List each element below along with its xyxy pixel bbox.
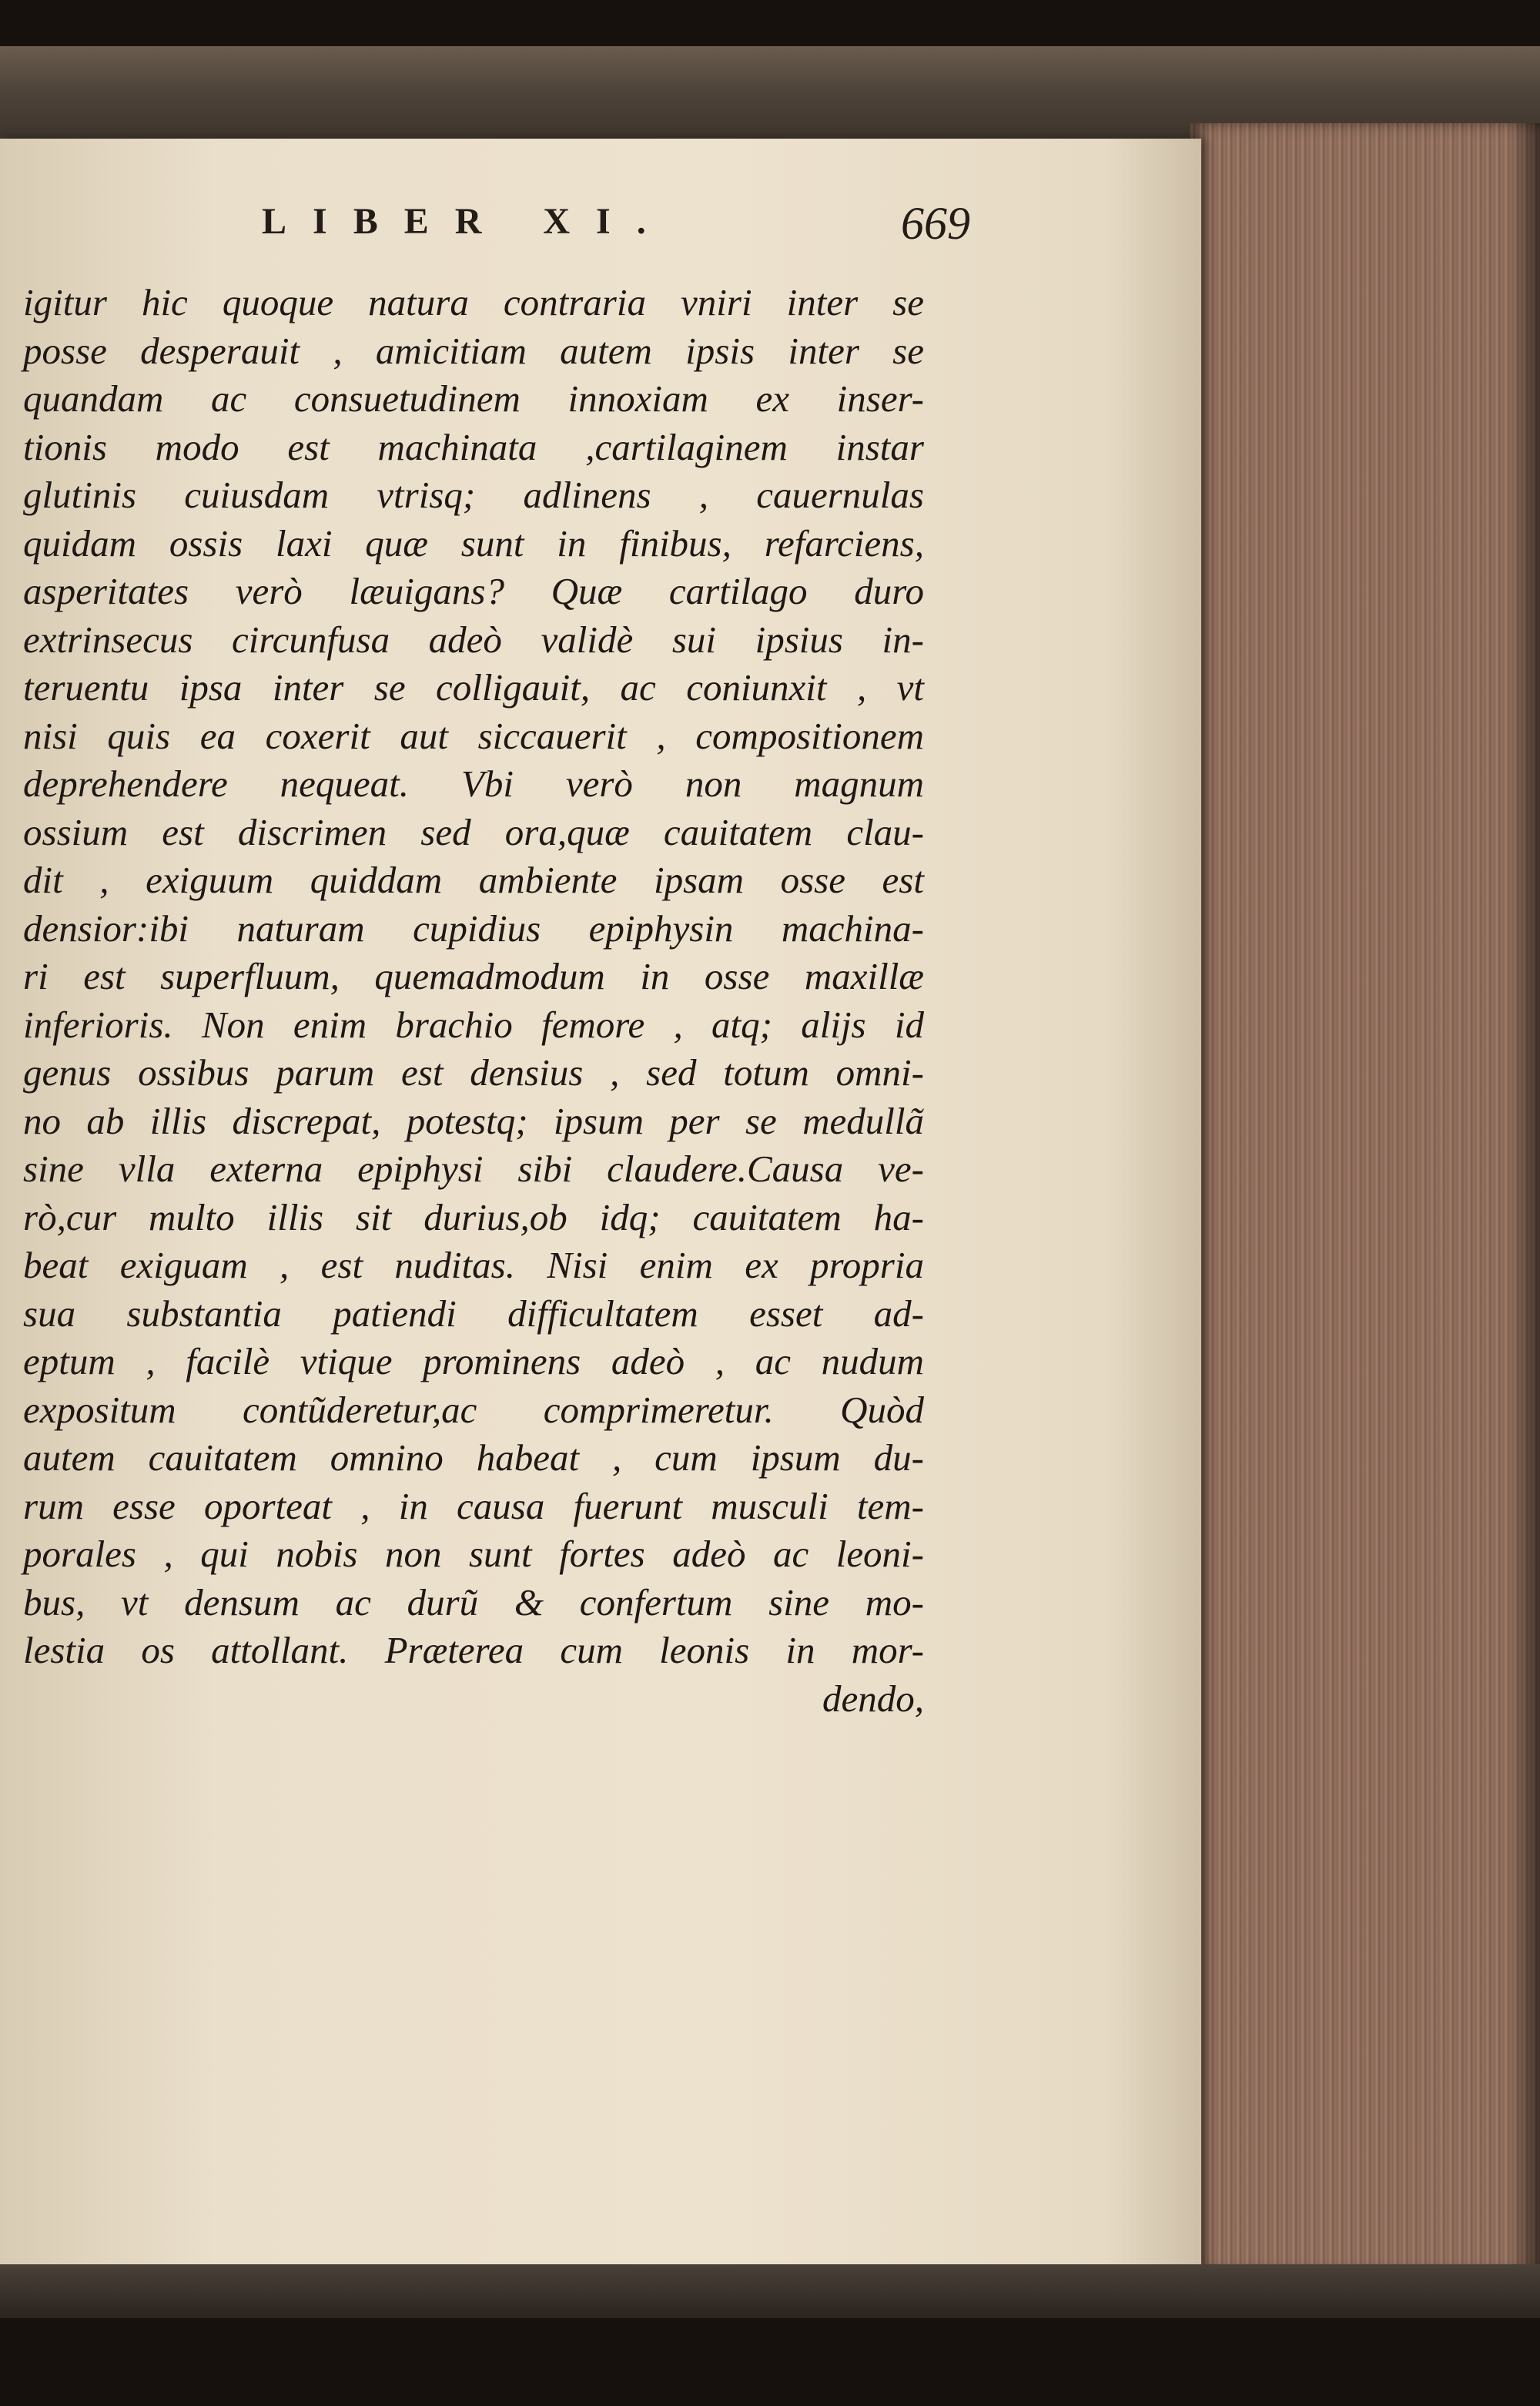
text-line: autem cauitatem omnino habeat , cum ipsum du-: [23, 1436, 924, 1479]
text-line: tionis modo est machinata ,cartilaginem instar: [23, 425, 924, 468]
text-line: expositum contũderetur,ac comprimeretur. Quòd: [23, 1388, 924, 1431]
text-line: eptum , facilè vtique prominens adeò , ac nudum: [23, 1340, 924, 1382]
text-line: ri est superfluum, quemadmodum in osse maxillæ: [23, 955, 924, 997]
text-line: lestia os attollant. Præterea cum leonis in mor-: [23, 1629, 924, 1671]
text-line: sua substantia patiendi difficultatem esset ad-: [23, 1292, 924, 1335]
text-line: bus, vt densum ac durũ & confertum sine mo-: [23, 1580, 924, 1624]
page-header: [231, 200, 970, 270]
text-line: genus ossibus parum est densius , sed totum omni-: [23, 1051, 924, 1094]
page-number: 669: [901, 198, 970, 249]
text-line: no ab illis discrepat, potestq; ipsum per se medullã: [23, 1099, 924, 1142]
text-line: inferioris. Non enim brachio femore , atq; alijs id: [23, 1003, 924, 1046]
text-line: beat exiguam , est nuditas. Nisi enim ex propria: [23, 1244, 924, 1286]
text-line: asperitates verò læuigans? Quæ cartilago duro: [23, 570, 924, 612]
book-page: [0, 139, 1201, 2272]
text-line: deprehendere nequeat. Vbi verò non magnum: [23, 762, 924, 805]
text-line: quandam ac consuetudinem innoxiam ex inser-: [23, 377, 924, 420]
text-line: rò,cur multo illis sit durius,ob idq; cauitatem ha-: [23, 1195, 924, 1238]
text-line: porales , qui nobis non sunt fortes adeò ac leoni-: [23, 1533, 924, 1575]
text-line: sine vlla externa epiphysi sibi claudere.Causa ve-: [23, 1148, 924, 1190]
text-line: quidam ossis laxi quæ sunt in finibus, refarciens,: [23, 521, 924, 565]
text-line: dit , exiguum quiddam ambiente ipsam osse est: [23, 859, 924, 901]
text-line: densior:ibi naturam cupidius epiphysin machina-: [23, 906, 924, 950]
catchword: dendo,: [822, 1677, 924, 1720]
text-line: posse desperauit , amicitiam autem ipsis inter se: [23, 329, 924, 372]
text-body: [23, 279, 924, 1723]
text-line: rum esse oporteat , in causa fuerunt musculi tem-: [23, 1484, 924, 1527]
text-line: ossium est discrimen sed ora,quæ cauitatem clau-: [23, 810, 924, 853]
book-cover-bottom-edge: [0, 2264, 1540, 2318]
text-line: igitur hic quoque natura contraria vniri inter se: [23, 281, 924, 323]
text-line: glutinis cuiusdam vtrisq; adlinens , cauernulas: [23, 474, 924, 516]
running-head: LIBER XI.: [262, 201, 672, 242]
text-line: nisi quis ea coxerit aut siccauerit , compositionem: [23, 714, 924, 757]
text-line: extrinsecus circunfusa adeò validè sui ipsius in-: [23, 618, 924, 661]
page-edges: [1190, 123, 1540, 2272]
text-line: teruentu ipsa inter se colligauit, ac coniunxit , vt: [23, 666, 924, 709]
